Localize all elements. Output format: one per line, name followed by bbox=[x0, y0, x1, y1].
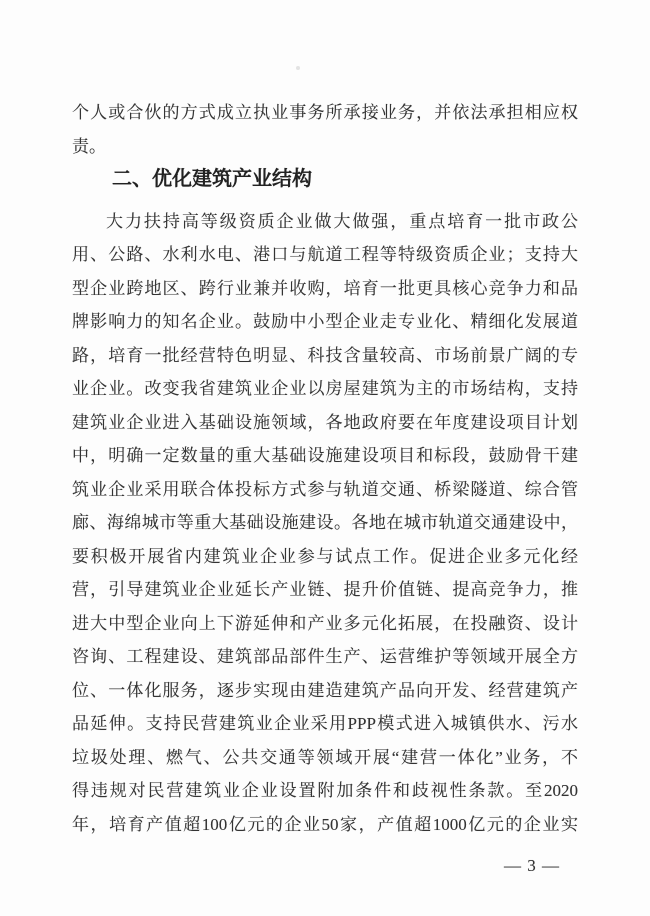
body-line: 要积极开展省内建筑业企业参与试点工作。促进企业多元化经 bbox=[72, 546, 578, 566]
body-line: 得违规对民营建筑业企业设置附加条件和歧视性条款。至2020 bbox=[72, 781, 578, 800]
body-line: 中，明确一定数量的重大基础设施建设项目和标段，鼓励骨干建 bbox=[72, 446, 578, 465]
body-line: 牌影响力的知名企业。鼓励中小型企业走专业化、精细化发展道 bbox=[72, 312, 578, 331]
body-line: 品延伸。支持民营建筑业企业采用PPP模式进入城镇供水、污水 bbox=[72, 714, 578, 733]
body-line: 垃圾处理、燃气、公共交通等领域开展“建营一体化”业务，不 bbox=[72, 747, 578, 767]
body-line: 业企业。改变我省建筑业企业以房屋建筑为主的市场结构，支持 bbox=[72, 379, 578, 398]
body-line: 用、公路、水利水电、港口与航道工程等特级资质企业；支持大 bbox=[72, 245, 578, 264]
body-line: 位、一体化服务，逐步实现由建造建筑产品向开发、经营建筑产 bbox=[72, 680, 578, 700]
body-line: 筑业企业采用联合体投标方式参与轨道交通、桥梁隧道、综合管 bbox=[72, 479, 578, 499]
carryover-paragraph-line: 个人或合伙的方式成立执业事务所承接业务，并依法承担相应权 bbox=[72, 103, 578, 122]
body-line: 咨询、工程建设、建筑部品部件生产、运营维护等领域开展全方 bbox=[72, 647, 578, 666]
body-line: 路，培育一批经营特色明显、科技含量较高、市场前景广阔的专 bbox=[72, 345, 578, 365]
body-line: 建筑业企业进入基础设施领域，各地政府要在年度建设项目计划 bbox=[72, 412, 578, 432]
carryover-paragraph-line: 责。 bbox=[72, 136, 106, 156]
section-heading: 二、优化建筑产业结构 bbox=[112, 168, 312, 190]
body-line: 营，引导建筑业企业延长产业链、提升价值链、提高竞争力，推 bbox=[72, 580, 578, 599]
body-line: 型企业跨地区、跨行业兼并收购，培育一批更具核心竞争力和品 bbox=[72, 278, 578, 298]
body-line: 年，培育产值超100亿元的企业50家，产值超1000亿元的企业实 bbox=[72, 814, 578, 834]
body-line: 大力扶持高等级资质企业做大做强，重点培育一批市政公 bbox=[106, 211, 578, 231]
body-line: 廊、海绵城市等重大基础设施建设。各地在城市轨道交通建设中， bbox=[72, 513, 578, 532]
scan-speck bbox=[296, 66, 300, 70]
text-block bbox=[72, 96, 578, 841]
body-line: 进大中型企业向上下游延伸和产业多元化拓展，在投融资、设计 bbox=[72, 613, 578, 633]
page-number: — 3 — bbox=[504, 856, 560, 875]
